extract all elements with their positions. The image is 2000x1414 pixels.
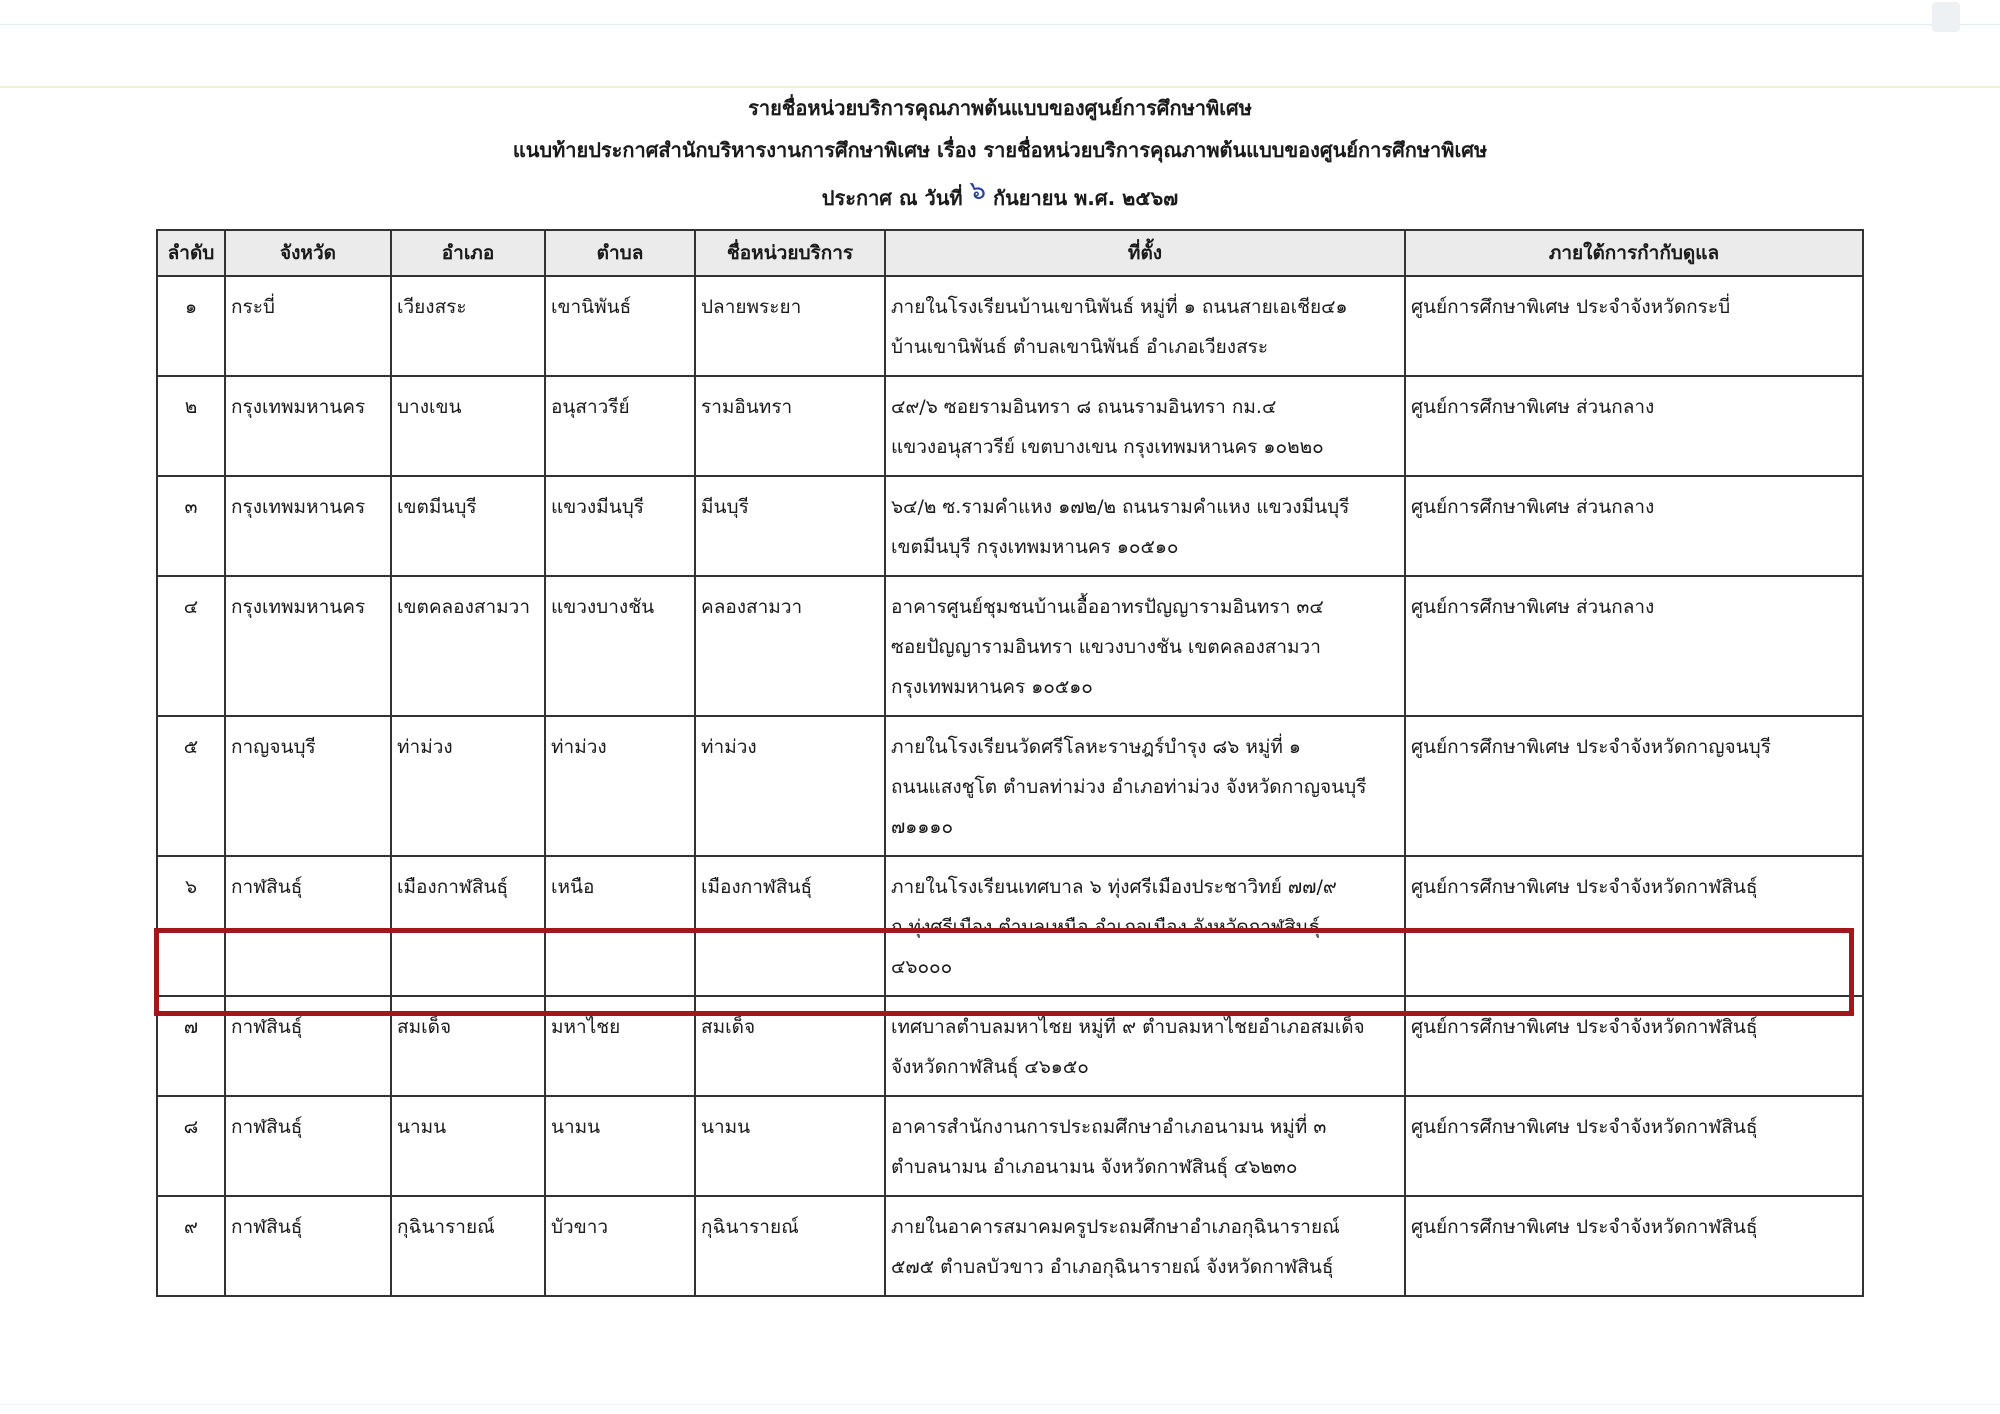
row-supervisor: ศูนย์การศึกษาพิเศษ ส่วนกลาง (1405, 576, 1863, 716)
scan-edge-line-bottom (0, 1404, 2000, 1405)
date-suffix: กันยายน พ.ศ. ๒๕๖๗ (993, 186, 1179, 210)
table-row (157, 576, 1863, 716)
row-subdistrict: เหนือ (545, 856, 695, 996)
row-no: ๘ (157, 1096, 225, 1196)
table-header-row (157, 230, 1863, 276)
scan-corner-mark (1932, 2, 1960, 32)
row-district: กุฉินารายณ์ (391, 1196, 545, 1296)
address-line: ภายในโรงเรียนบ้านเขานิพันธ์ หมู่ที่ ๑ ถนนสายเอเชีย๔๑ (891, 296, 1348, 318)
scan-edge-line-top (0, 24, 2000, 25)
row-district: บางเขน (391, 376, 545, 476)
column-header-province: จังหวัด (225, 230, 391, 276)
table-row (157, 1096, 1863, 1196)
document-subtitle: แนบท้ายประกาศสำนักบริหารงานการศึกษาพิเศษ เรื่อง รายชื่อหน่วยบริการคุณภาพต้นแบบของศูนย์การศึกษาพิเศษ (512, 138, 1488, 162)
address-line: แขวงอนุสาวรีย์ เขตบางเขน กรุงเทพมหานคร ๑๐๒๒๐ (891, 436, 1324, 458)
address-line: ถ.ทุ่งศรีเมือง ตำบลเหนือ อำเภอเมือง จังหวัดกาฬสินธุ์ (891, 916, 1321, 938)
table-row (157, 716, 1863, 856)
row-address (885, 576, 1405, 716)
row-province: กาฬสินธุ์ (225, 1196, 391, 1296)
row-supervisor: ศูนย์การศึกษาพิเศษ ประจำจังหวัดกาฬสินธุ์ (1405, 856, 1863, 996)
address-line: ๗๑๑๑๐ (891, 816, 954, 838)
row-address (885, 376, 1405, 476)
address-line: ๔๙/๖ ซอยรามอินทรา ๘ ถนนรามอินทรา กม.๔ (891, 396, 1277, 418)
row-province: กระบี่ (225, 276, 391, 376)
date-prefix: ประกาศ ณ วันที่ (821, 186, 963, 210)
address-line: จังหวัดกาฬสินธุ์ ๔๖๑๕๐ (891, 1056, 1089, 1078)
row-unit-name: รามอินทรา (695, 376, 885, 476)
table-row (157, 476, 1863, 576)
row-subdistrict: มหาไชย (545, 996, 695, 1096)
row-unit-name: กุฉินารายณ์ (695, 1196, 885, 1296)
row-address (885, 1096, 1405, 1196)
row-province: กาฬสินธุ์ (225, 856, 391, 996)
column-header-address: ที่ตั้ง (885, 230, 1405, 276)
address-line: ตำบลนามน อำเภอนามน จังหวัดกาฬสินธุ์ ๔๖๒๓๐ (891, 1156, 1298, 1178)
row-no: ๙ (157, 1196, 225, 1296)
address-line: ๕๗๕ ตำบลบัวขาว อำเภอกุฉินารายณ์ จังหวัดกาฬสินธุ์ (891, 1256, 1334, 1278)
announcement-date (0, 176, 2000, 217)
row-supervisor: ศูนย์การศึกษาพิเศษ ประจำจังหวัดกาฬสินธุ์ (1405, 1096, 1863, 1196)
row-no: ๗ (157, 996, 225, 1096)
row-unit-name: ปลายพระยา (695, 276, 885, 376)
row-province: กรุงเทพมหานคร (225, 476, 391, 576)
row-subdistrict: แขวงมีนบุรี (545, 476, 695, 576)
row-supervisor: ศูนย์การศึกษาพิเศษ ส่วนกลาง (1405, 376, 1863, 476)
row-no: ๔ (157, 576, 225, 716)
row-district: ท่าม่วง (391, 716, 545, 856)
column-header-unit: ชื่อหน่วยบริการ (695, 230, 885, 276)
row-district: เขตมีนบุรี (391, 476, 545, 576)
row-no: ๑ (157, 276, 225, 376)
row-no: ๖ (157, 856, 225, 996)
address-line: เทศบาลตำบลมหาไชย หมู่ที่ ๙ ตำบลมหาไชยอำเภอสมเด็จ (891, 1016, 1365, 1038)
row-subdistrict: เขานิพันธ์ (545, 276, 695, 376)
address-line: ถนนแสงชูโต ตำบลท่าม่วง อำเภอท่าม่วง จังหวัดกาญจนบุรี (891, 776, 1367, 798)
row-unit-name: สมเด็จ (695, 996, 885, 1096)
scan-edge-line-upper (0, 86, 2000, 88)
row-province: กาญจนบุรี (225, 716, 391, 856)
row-supervisor: ศูนย์การศึกษาพิเศษ ประจำจังหวัดกระบี่ (1405, 276, 1863, 376)
column-header-subdistrict: ตำบล (545, 230, 695, 276)
row-province: กรุงเทพมหานคร (225, 376, 391, 476)
row-subdistrict: บัวขาว (545, 1196, 695, 1296)
row-subdistrict: อนุสาวรีย์ (545, 376, 695, 476)
row-subdistrict: นามน (545, 1096, 695, 1196)
service-units-table (156, 229, 1864, 1297)
row-supervisor: ศูนย์การศึกษาพิเศษ ประจำจังหวัดกาญจนบุรี (1405, 716, 1863, 856)
row-unit-name: นามน (695, 1096, 885, 1196)
table-row (157, 376, 1863, 476)
row-address (885, 1196, 1405, 1296)
row-address (885, 716, 1405, 856)
row-supervisor: ศูนย์การศึกษาพิเศษ ส่วนกลาง (1405, 476, 1863, 576)
row-unit-name: คลองสามวา (695, 576, 885, 716)
row-district: เขตคลองสามวา (391, 576, 545, 716)
table-row (157, 1196, 1863, 1296)
row-no: ๕ (157, 716, 225, 856)
address-line: อาคารสำนักงานการประถมศึกษาอำเภอนามน หมู่ที่ ๓ (891, 1116, 1327, 1138)
address-line: กรุงเทพมหานคร ๑๐๕๑๐ (891, 676, 1093, 698)
row-unit-name: ท่าม่วง (695, 716, 885, 856)
row-unit-name: มีนบุรี (695, 476, 885, 576)
column-header-no: ลำดับ (157, 230, 225, 276)
document-title: รายชื่อหน่วยบริการคุณภาพต้นแบบของศูนย์การศึกษาพิเศษ (748, 96, 1252, 120)
row-province: กรุงเทพมหานคร (225, 576, 391, 716)
address-line: ๔๖๐๐๐ (891, 956, 953, 978)
row-supervisor: ศูนย์การศึกษาพิเศษ ประจำจังหวัดกาฬสินธุ์ (1405, 1196, 1863, 1296)
row-subdistrict: ท่าม่วง (545, 716, 695, 856)
row-address (885, 276, 1405, 376)
address-line: ซอยปัญญารามอินทรา แขวงบางชัน เขตคลองสามวา (891, 636, 1321, 658)
address-line: อาคารศูนย์ชุมชนบ้านเอื้ออาทรปัญญารามอินทรา ๓๔ (891, 596, 1324, 618)
handwritten-day: ๖ (969, 176, 987, 206)
address-line: ๖๔/๒ ซ.รามคำแหง ๑๗๒/๒ ถนนรามคำแหง แขวงมีนบุรี (891, 496, 1350, 518)
column-header-supervisor: ภายใต้การกำกับดูแล (1405, 230, 1863, 276)
address-line: ภายในโรงเรียนวัดศรีโลหะราษฎร์บำรุง ๘๖ หมู่ที่ ๑ (891, 736, 1301, 758)
address-line: ภายในอาคารสมาคมครูประถมศึกษาอำเภอกุฉินารายณ์ (891, 1216, 1340, 1238)
address-line: เขตมีนบุรี กรุงเทพมหานคร ๑๐๕๑๐ (891, 536, 1179, 558)
row-district: เมืองกาฬสินธุ์ (391, 856, 545, 996)
row-province: กาฬสินธุ์ (225, 1096, 391, 1196)
highlight-box (154, 928, 1854, 1016)
row-district: สมเด็จ (391, 996, 545, 1096)
row-supervisor: ศูนย์การศึกษาพิเศษ ประจำจังหวัดกาฬสินธุ์ (1405, 996, 1863, 1096)
address-line: ภายในโรงเรียนเทศบาล ๖ ทุ่งศรีเมืองประชาวิทย์ ๗๗/๙ (891, 876, 1337, 898)
row-no: ๓ (157, 476, 225, 576)
table-row (157, 276, 1863, 376)
address-line: บ้านเขานิพันธ์ ตำบลเขานิพันธ์ อำเภอเวียงสระ (891, 336, 1269, 358)
column-header-district: อำเภอ (391, 230, 545, 276)
row-subdistrict: แขวงบางชัน (545, 576, 695, 716)
row-no: ๒ (157, 376, 225, 476)
row-district: เวียงสระ (391, 276, 545, 376)
row-unit-name: เมืองกาฬสินธุ์ (695, 856, 885, 996)
row-address (885, 476, 1405, 576)
row-district: นามน (391, 1096, 545, 1196)
row-province: กาฬสินธุ์ (225, 996, 391, 1096)
